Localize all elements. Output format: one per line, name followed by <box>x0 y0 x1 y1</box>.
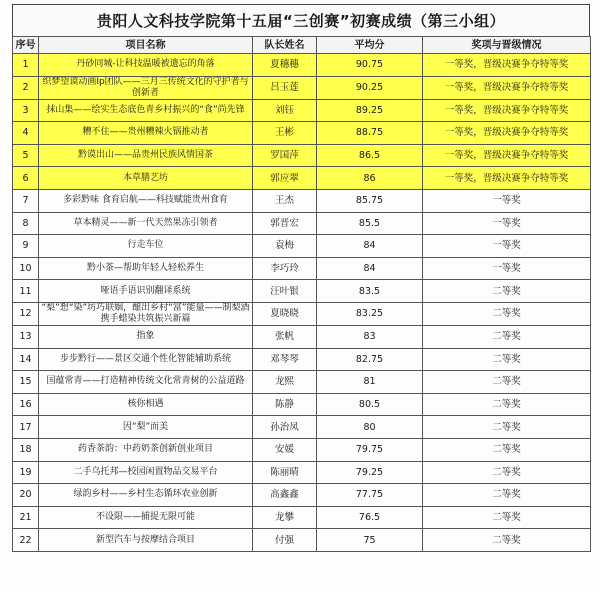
cell-no: 20 <box>13 484 39 507</box>
cell-award: 一等奖，晋级决赛争夺特等奖 <box>423 122 591 145</box>
cell-leader: 刘钰 <box>253 99 317 122</box>
cell-no: 12 <box>13 302 39 325</box>
cell-project: 丹砂同城-让科技温暖被遗忘的角落 <box>39 54 253 77</box>
table-row <box>13 371 591 394</box>
cell-project: 行走车位 <box>39 235 253 258</box>
cell-award: 二等奖 <box>423 302 591 325</box>
header-no: 序号 <box>13 37 39 54</box>
cell-leader: 汪叶银 <box>253 280 317 303</box>
cell-award: 二等奖 <box>423 461 591 484</box>
cell-no: 13 <box>13 325 39 348</box>
cell-no: 21 <box>13 506 39 529</box>
header-award: 奖项与晋级情况 <box>423 37 591 54</box>
cell-leader: 郭应翠 <box>253 167 317 190</box>
cell-no: 7 <box>13 189 39 212</box>
cell-no: 1 <box>13 54 39 77</box>
cell-no: 16 <box>13 393 39 416</box>
cell-project: 二手乌托邦—校园闲置物品交易平台 <box>39 461 253 484</box>
table-row <box>13 144 591 167</box>
cell-no: 8 <box>13 212 39 235</box>
results-body <box>13 54 591 552</box>
cell-leader: 张帆 <box>253 325 317 348</box>
cell-leader: 李巧玲 <box>253 257 317 280</box>
cell-leader: 安媛 <box>253 438 317 461</box>
table-row <box>13 167 591 190</box>
cell-no: 6 <box>13 167 39 190</box>
cell-project: 本草膳艺坊 <box>39 167 253 190</box>
sheet-title: 贵阳人文科技学院第十五届“三创赛”初赛成绩（第三小组） <box>12 4 590 37</box>
table-row <box>13 506 591 529</box>
cell-award: 一等奖 <box>423 235 591 258</box>
cell-award: 一等奖，晋级决赛争夺特等奖 <box>423 76 591 99</box>
table-row <box>13 99 591 122</box>
cell-score: 75 <box>317 529 423 552</box>
cell-project: 因“梨”而美 <box>39 416 253 439</box>
cell-score: 86 <box>317 167 423 190</box>
cell-leader: 龙攀 <box>253 506 317 529</box>
table-row <box>13 235 591 258</box>
cell-project: 新型汽车与按摩结合项目 <box>39 529 253 552</box>
cell-project: “梨”想“染”坊巧联姻，酿出乡村“富”能量——制梨酒携手蜡染共筑振兴新篇 <box>39 302 253 325</box>
table-row <box>13 461 591 484</box>
cell-award: 二等奖 <box>423 506 591 529</box>
cell-project: 织梦望谟动画Ip团队——三月三传统文化的守护者与创新者 <box>39 76 253 99</box>
cell-no: 14 <box>13 348 39 371</box>
cell-leader: 吕玉莲 <box>253 76 317 99</box>
table-row <box>13 484 591 507</box>
cell-score: 83.5 <box>317 280 423 303</box>
cell-leader: 郭晋宏 <box>253 212 317 235</box>
results-table <box>12 36 591 552</box>
cell-score: 77.75 <box>317 484 423 507</box>
cell-score: 83.25 <box>317 302 423 325</box>
header-project: 项目名称 <box>39 37 253 54</box>
header-score: 平均分 <box>317 37 423 54</box>
cell-score: 83 <box>317 325 423 348</box>
cell-no: 19 <box>13 461 39 484</box>
cell-no: 9 <box>13 235 39 258</box>
cell-project: 多彩黔味 食育启航——科技赋能贵州食育 <box>39 189 253 212</box>
cell-leader: 夏穗穗 <box>253 54 317 77</box>
cell-leader: 陈静 <box>253 393 317 416</box>
cell-leader: 陈丽晴 <box>253 461 317 484</box>
cell-leader: 邓琴琴 <box>253 348 317 371</box>
cell-award: 二等奖 <box>423 280 591 303</box>
cell-score: 84 <box>317 235 423 258</box>
table-row <box>13 325 591 348</box>
cell-no: 3 <box>13 99 39 122</box>
cell-award: 二等奖 <box>423 484 591 507</box>
cell-no: 15 <box>13 371 39 394</box>
cell-no: 22 <box>13 529 39 552</box>
cell-score: 82.75 <box>317 348 423 371</box>
cell-project: 草本精灵——新一代天然果冻引领者 <box>39 212 253 235</box>
cell-project: 抹山集——绘实生态底色青乡村振兴的“食”尚先锋 <box>39 99 253 122</box>
cell-project: 指象 <box>39 325 253 348</box>
cell-project: 黔谟出山——品贵州民族风情国茶 <box>39 144 253 167</box>
table-row <box>13 302 591 325</box>
cell-score: 80 <box>317 416 423 439</box>
cell-score: 79.25 <box>317 461 423 484</box>
cell-leader: 付强 <box>253 529 317 552</box>
cell-project: 药香茶韵：中药奶茶创新创业项目 <box>39 438 253 461</box>
header-leader: 队长姓名 <box>253 37 317 54</box>
cell-no: 18 <box>13 438 39 461</box>
cell-award: 二等奖 <box>423 325 591 348</box>
cell-leader: 王杰 <box>253 189 317 212</box>
cell-project: 国蕴常青——打造精神传统文化常青树的公益道路 <box>39 371 253 394</box>
cell-score: 85.5 <box>317 212 423 235</box>
table-row <box>13 416 591 439</box>
cell-score: 76.5 <box>317 506 423 529</box>
cell-score: 88.75 <box>317 122 423 145</box>
cell-award: 二等奖 <box>423 416 591 439</box>
cell-award: 二等奖 <box>423 529 591 552</box>
cell-project: 步步黔行——景区交通个性化智能辅助系统 <box>39 348 253 371</box>
cell-leader: 王彬 <box>253 122 317 145</box>
cell-project: 黔小茶—帮助年轻人轻松养生 <box>39 257 253 280</box>
cell-leader: 夏晓晓 <box>253 302 317 325</box>
cell-project: 糟不住——贵州糟辣火锅推动者 <box>39 122 253 145</box>
cell-award: 一等奖 <box>423 257 591 280</box>
cell-award: 一等奖，晋级决赛争夺特等奖 <box>423 99 591 122</box>
cell-score: 85.75 <box>317 189 423 212</box>
cell-no: 11 <box>13 280 39 303</box>
cell-score: 80.5 <box>317 393 423 416</box>
cell-score: 90.75 <box>317 54 423 77</box>
cell-award: 一等奖 <box>423 189 591 212</box>
cell-leader: 罗国萍 <box>253 144 317 167</box>
cell-score: 90.25 <box>317 76 423 99</box>
cell-no: 17 <box>13 416 39 439</box>
cell-leader: 孙治凤 <box>253 416 317 439</box>
table-row <box>13 348 591 371</box>
cell-score: 86.5 <box>317 144 423 167</box>
table-row <box>13 189 591 212</box>
cell-score: 81 <box>317 371 423 394</box>
cell-project: 核你相遇 <box>39 393 253 416</box>
table-row <box>13 393 591 416</box>
cell-award: 一等奖，晋级决赛争夺特等奖 <box>423 54 591 77</box>
table-row <box>13 438 591 461</box>
cell-leader: 高鑫鑫 <box>253 484 317 507</box>
cell-award: 一等奖 <box>423 212 591 235</box>
cell-no: 4 <box>13 122 39 145</box>
cell-leader: 龙熙 <box>253 371 317 394</box>
table-row <box>13 529 591 552</box>
table-row <box>13 54 591 77</box>
cell-award: 二等奖 <box>423 348 591 371</box>
table-row <box>13 76 591 99</box>
table-row <box>13 122 591 145</box>
cell-project: 哑语手语识别翻译系统 <box>39 280 253 303</box>
cell-leader: 袁梅 <box>253 235 317 258</box>
cell-score: 79.75 <box>317 438 423 461</box>
cell-project: 不设限——捕捉无限可能 <box>39 506 253 529</box>
cell-no: 2 <box>13 76 39 99</box>
cell-award: 一等奖，晋级决赛争夺特等奖 <box>423 167 591 190</box>
cell-award: 一等奖，晋级决赛争夺特等奖 <box>423 144 591 167</box>
header-row <box>13 37 591 54</box>
cell-award: 二等奖 <box>423 393 591 416</box>
cell-no: 10 <box>13 257 39 280</box>
table-row <box>13 280 591 303</box>
cell-no: 5 <box>13 144 39 167</box>
cell-award: 二等奖 <box>423 438 591 461</box>
table-row <box>13 212 591 235</box>
cell-project: 绿韵乡村——乡村生态循环农业创新 <box>39 484 253 507</box>
cell-score: 84 <box>317 257 423 280</box>
cell-award: 二等奖 <box>423 371 591 394</box>
cell-score: 89.25 <box>317 99 423 122</box>
table-row <box>13 257 591 280</box>
